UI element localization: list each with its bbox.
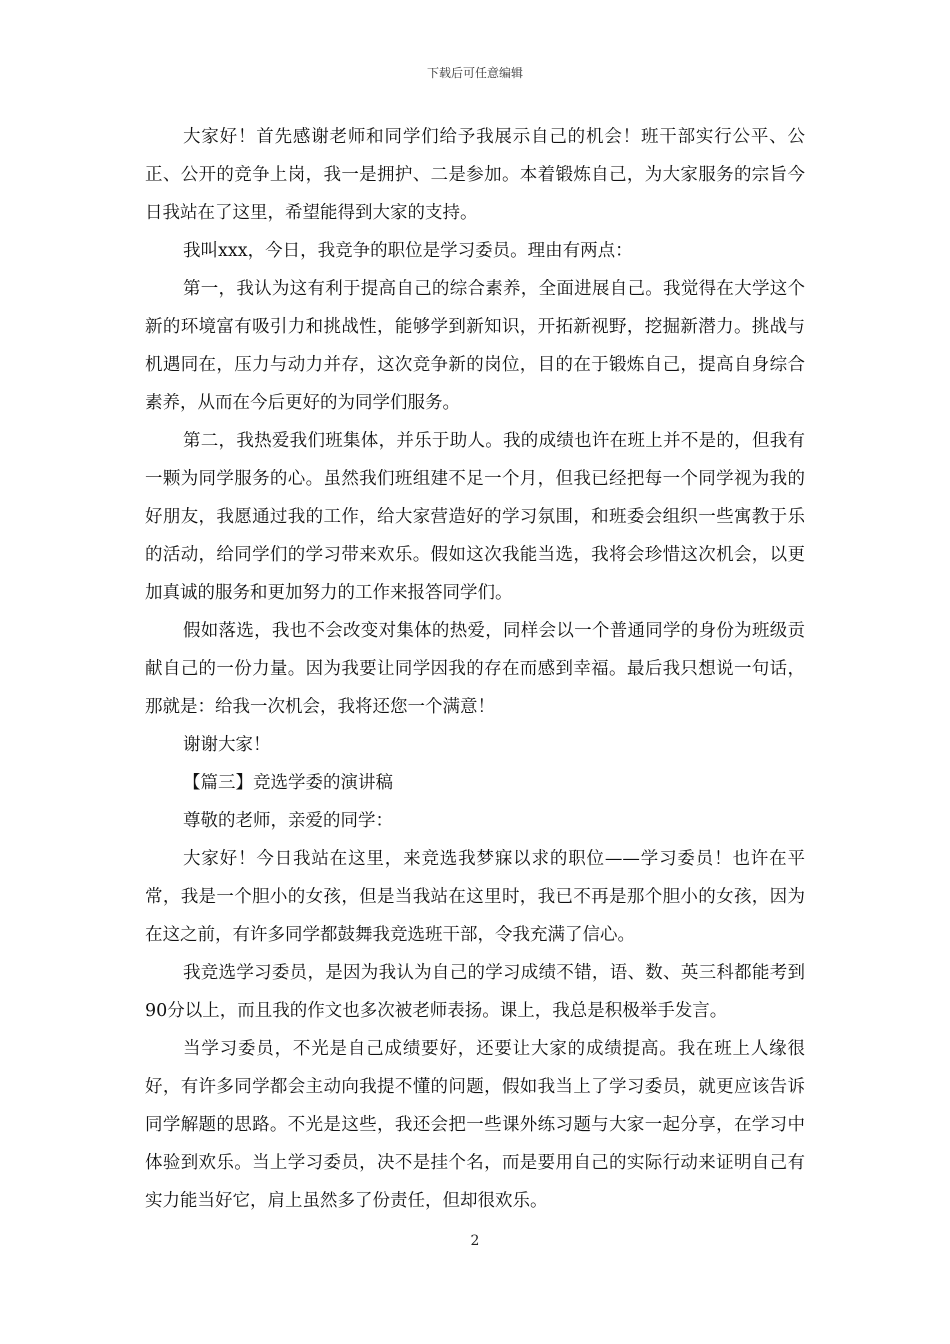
paragraph: 当学习委员，不光是自己成绩要好，还要让大家的成绩提高。我在班上人缘很好，有许多同学都会主动向我提不懂的问题，假如我当上了学习委员，就更应该告诉同学解题的思路。不光是这些，我还会把一些课外练习题与大家一起分享，在学习中体验到欢乐。当上学习委员，决不是挂个名，而是要用自己的实际行动来证明自己有实力能当好它，肩上虽然多了份责任，但却很欢乐。 [145, 1039, 805, 1211]
paragraph: 我竞选学习委员，是因为我认为自己的学习成绩不错，语、数、英三科都能考到90分以上，而且我的作文也多次被老师表扬。课上，我总是积极举手发言。 [145, 963, 805, 1021]
paragraph: 假如落选，我也不会改变对集体的热爱，同样会以一个普通同学的身份为班级贡献自己的一份力量。因为我要让同学因我的存在而感到幸福。最后我只想说一句话，那就是：给我一次机会，我将还您一个满意！ [145, 621, 805, 717]
paragraph: 大家好！首先感谢老师和同学们给予我展示自己的机会！班干部实行公平、公正、公开的竞争上岗，我一是拥护、二是参加。本着锻炼自己，为大家服务的宗旨今日我站在了这里，希望能得到大家的支持。 [145, 127, 805, 223]
salutation: 尊敬的老师，亲爱的同学： [183, 811, 393, 831]
section-title: 【篇三】竞选学委的演讲稿 [183, 773, 393, 793]
paragraph: 第二，我热爱我们班集体，并乐于助人。我的成绩也许在班上并不是的，但我有一颗为同学服务的心。虽然我们班组建不足一个月，但我已经把每一个同学视为我的好朋友，我愿通过我的工作，给大家营造好的学习氛围，和班委会组织一些寓教于乐的活动，给同学们的学习带来欢乐。假如这次我能当选，我将会珍惜这次机会，以更加真诚的服务和更加努力的工作来报答同学们。 [145, 431, 805, 603]
document-body [145, 118, 805, 1220]
paragraph: 我叫xxx，今日，我竞争的职位是学习委员。理由有两点： [183, 241, 633, 261]
paragraph: 第一，我认为这有利于提高自己的综合素养，全面进展自己。我觉得在大学这个新的环境富有吸引力和挑战性，能够学到新知识，开拓新视野，挖掘新潜力。挑战与机遇同在，压力与动力并存，这次竞争新的岗位，目的在于锻炼自己，提高自身综合素养，从而在今后更好的为同学们服务。 [145, 279, 805, 413]
paragraph: 大家好！今日我站在这里，来竞选我梦寐以求的职位——学习委员！也许在平常，我是一个胆小的女孩，但是当我站在这里时，我已不再是那个胆小的女孩，因为在这之前，有许多同学都鼓舞我竞选班干部，令我充满了信心。 [145, 849, 805, 945]
page-number: 2 [470, 1233, 480, 1249]
paragraph: 谢谢大家！ [183, 735, 271, 755]
page-header: 下载后可任意编辑 [426, 66, 523, 80]
